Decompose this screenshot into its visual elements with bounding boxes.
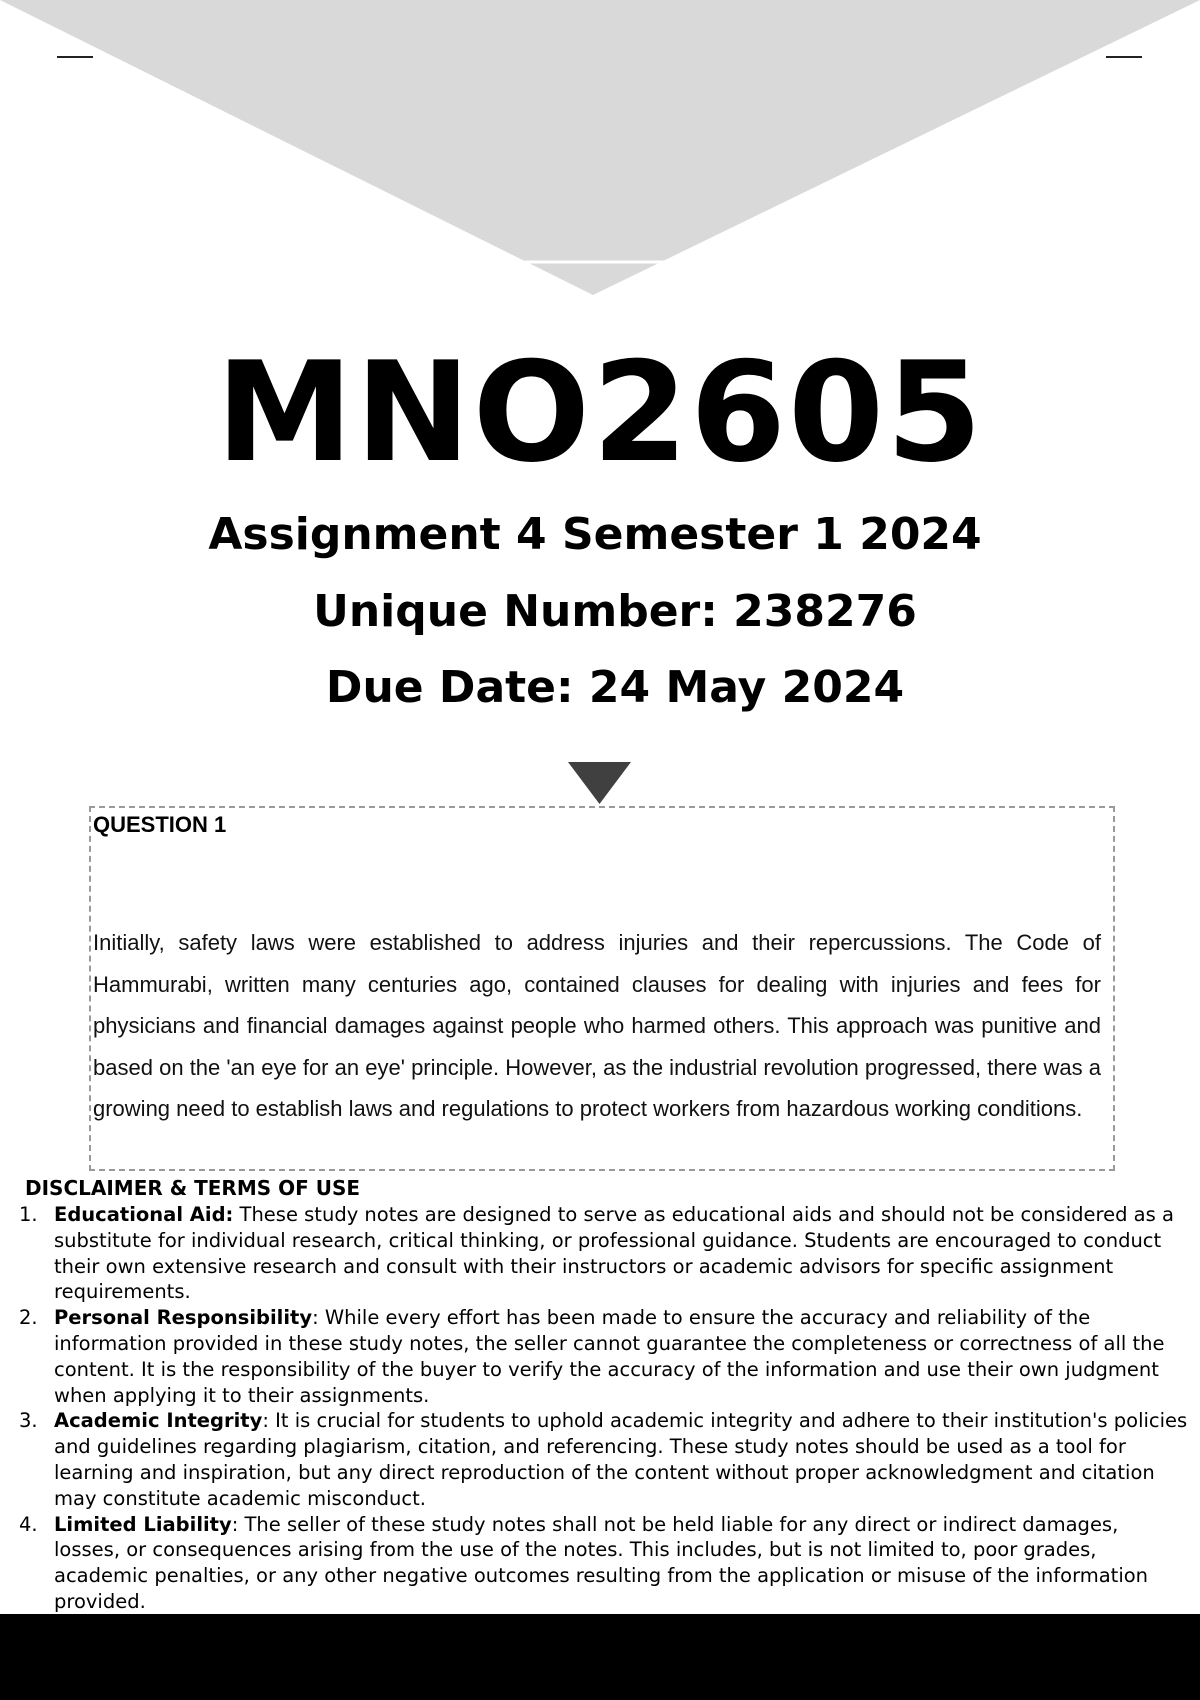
corner-rule-left [57,56,93,58]
header-banner-chevron [0,0,1200,300]
disclaimer-item [0,1512,1190,1615]
disclaimer-item-text: : The seller of these study notes shall not be held liable for any direct or indirect damages, losses, or consequences arising from the use of the notes. This includes, but is not limited to, poor grades, academic penalties, or any other negative outcomes resulting from the application or misuse of the information provided. [54,1512,1149,1613]
disclaimer-item-heading: Limited Liability [54,1512,232,1536]
disclaimer-item-number: 3. [19,1409,38,1433]
disclaimer-item-text: These study notes are designed to serve as educational aids and should not be considered as a substitute for individual research, critical thinking, or professional guidance. Students are encouraged to conduct their own extensive research and consult with their instructors or academic advisors for specific assignment requirements. [54,1203,1174,1304]
due-date: Due Date: 24 May 2024 [325,662,905,713]
disclaimer-item-number: 1. [19,1203,38,1226]
footer-bar [0,1614,1200,1700]
assignment-subtitle: Assignment 4 Semester 1 2024 [208,509,982,560]
disclaimer-item-heading: Academic Integrity [54,1409,263,1433]
question-title: QUESTION 1 [93,812,227,837]
disclaimer-item-number: 2. [19,1306,38,1330]
disclaimer-item-text: : While every effort has been made to ensure the accuracy and reliability of the information provided in these study notes, the seller cannot guarantee the completeness or correctness of all the content. It is the responsibility of the buyer to verify the accuracy of the information and use their own judgment when applying it to their assignments. [54,1306,1165,1407]
disclaimer-item-heading: Personal Responsibility [54,1306,313,1330]
question-text-box [89,806,1115,1171]
disclaimer-item [0,1305,1190,1408]
course-code-title: MNO2605 [215,332,985,493]
disclaimer-item [0,1202,1190,1305]
disclaimer-item-heading: Educational Aid: [54,1203,234,1226]
unique-number: Unique Number: 238276 [313,586,917,637]
disclaimer-title: DISCLAIMER & TERMS OF USE [25,1176,361,1200]
disclaimer-item-number: 4. [19,1512,38,1536]
question-body: Initially, safety laws were established to address injuries and their repercussions. The Code of Hammurabi, written many centuries ago, contained clauses for dealing with injuries and fees for physicians and financial damages against people who harmed others. This approach was punitive and based on the 'an eye for an eye' principle. However, as the industrial revolution progressed, there was a growing need to establish laws and regulations to protect workers from hazardous working conditions. [93,930,1101,1121]
disclaimer-item-text: : It is crucial for students to uphold academic integrity and adhere to their institution's policies and guidelines regarding plagiarism, citation, and referencing. These study notes should be used as a tool for learning and inspiration, but any direct reproduction of the content without proper acknowledgment and citation may constitute academic misconduct. [54,1409,1188,1510]
corner-rule-right [1106,56,1142,58]
disclaimer-list [0,1202,1190,1615]
disclaimer-item [0,1408,1190,1511]
down-triangle-icon [568,762,631,804]
